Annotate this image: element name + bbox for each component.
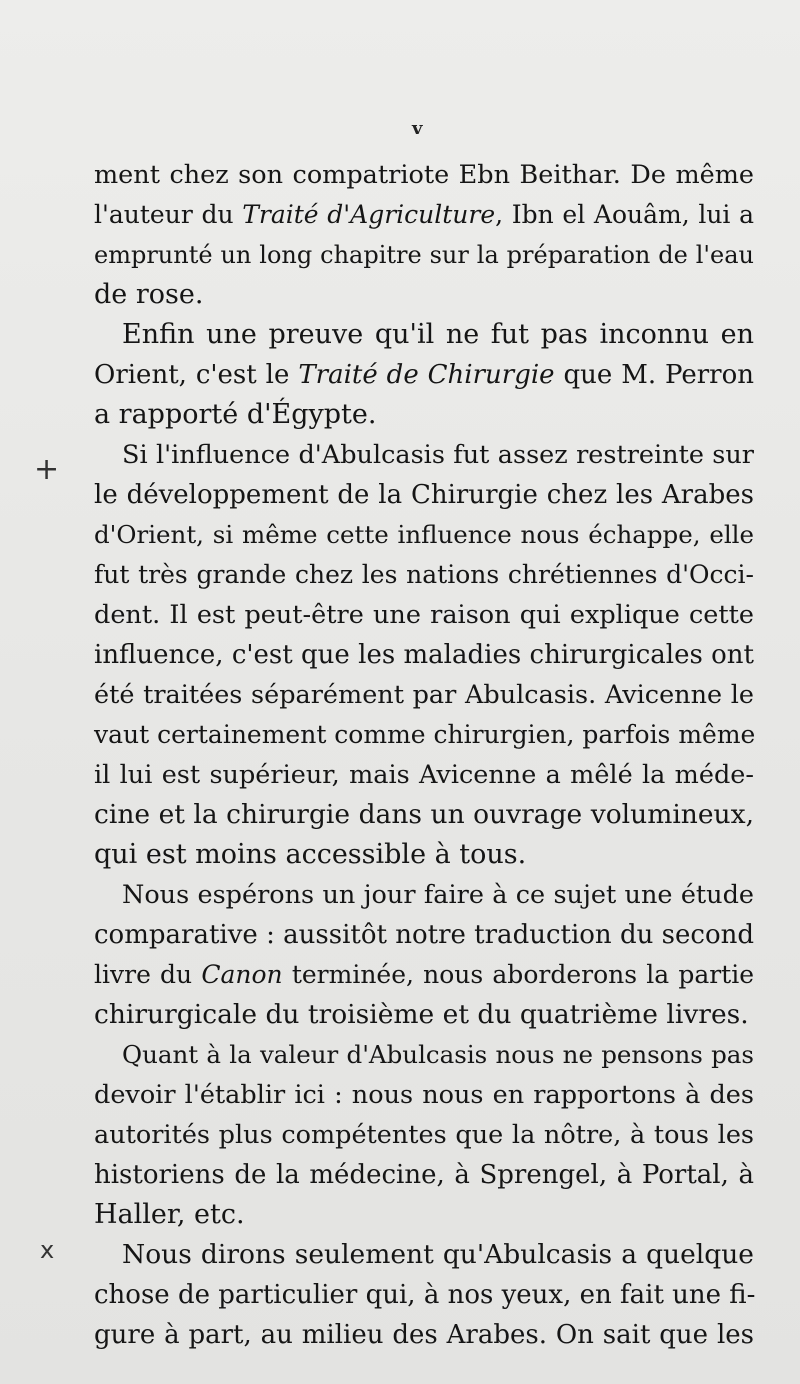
text-line: devoir l'établir ici : nous nous en rapportons à des: [94, 1080, 754, 1110]
text-line: comparative : aussitôt notre traduction du second: [94, 920, 754, 950]
text-line: gure à part, au milieu des Arabes. On sait que les: [94, 1320, 754, 1350]
text-line: Enfin une preuve qu'il ne fut pas inconnu en: [122, 319, 754, 350]
text-line: de rose.: [94, 279, 204, 310]
text-line: l'auteur du Traité d'Agriculture, Ibn el Aouâm, lui a: [94, 200, 755, 229]
text-line: vaut certainement comme chirurgien, parfois même: [94, 720, 756, 749]
margin-mark: x: [40, 1236, 55, 1264]
text-line: emprunté un long chapitre sur la préparation de l'eau: [94, 241, 754, 269]
text-line: Haller, etc.: [94, 1199, 245, 1230]
text-line: fut très grande chez les nations chrétiennes d'Occi-: [94, 560, 754, 589]
text-line: d'Orient, si même cette influence nous échappe, elle: [94, 520, 754, 549]
text-line: ment chez son compatriote Ebn Beithar. De même: [94, 160, 754, 190]
text-line: qui est moins accessible à tous.: [94, 839, 527, 870]
italic-title: Canon: [201, 960, 283, 989]
text-line: Nous espérons un jour faire à ce sujet une étude: [122, 880, 754, 910]
text-line: dent. Il est peut-être une raison qui explique cette: [94, 600, 754, 630]
page-folio: v: [412, 118, 423, 139]
text-line: autorités plus compétentes que la nôtre, à tous les: [94, 1120, 754, 1150]
text-line: il lui est supérieur, mais Avicenne a mêlé la méde-: [94, 760, 754, 790]
text-line: Nous dirons seulement qu'Abulcasis a quelque: [122, 1239, 754, 1270]
margin-mark: +: [34, 452, 60, 487]
text-line: a rapporté d'Égypte.: [94, 399, 377, 430]
italic-title: Traité d'Agriculture: [242, 200, 496, 229]
text-line: livre du Canon terminée, nous aborderons la partie: [94, 960, 755, 989]
text-line: Si l'influence d'Abulcasis fut assez restreinte sur: [122, 440, 754, 470]
text-line: Quant à la valeur d'Abulcasis nous ne pensons pas: [122, 1040, 754, 1069]
text-line: Orient, c'est le Traité de Chirurgie que M. Perron: [94, 360, 754, 390]
text-line: chirurgicale du troisième et du quatrième livres.: [94, 999, 749, 1030]
text-line: cine et la chirurgie dans un ouvrage volumineux,: [94, 799, 754, 830]
text-line: influence, c'est que les maladies chirurgicales ont: [94, 640, 754, 670]
text-line: historiens de la médecine, à Sprengel, à Portal, à: [94, 1160, 754, 1190]
body-text: [94, 155, 754, 1355]
text-line: le développement de la Chirurgie chez les Arabes: [94, 480, 754, 510]
text-line: chose de particulier qui, à nos yeux, en fait une fi-: [94, 1280, 756, 1310]
italic-title: Traité de Chirurgie: [298, 360, 555, 390]
text-line: été traitées séparément par Abulcasis. Avicenne le: [94, 680, 754, 710]
